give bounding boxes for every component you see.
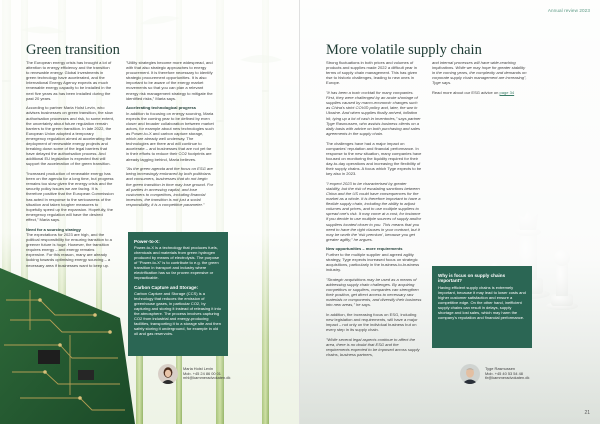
contact-info [183,367,230,382]
paragraph: Strong fluctuations in both prices and volumes of products and supplies made 2022 a difficult year in terms of supply chain management. This has given rise to historic challenges, leading to new ones in Europe. [326,60,418,86]
quote-paragraph: and internal processes will have wide-reaching implications. While we may hope for greater stability in the coming years, the complexity and demands on corporate supply chain management are increasing", Tyge says. [432,60,527,86]
paragraph: Further to the multiple supplier and agreed agility strategy, Tyge expects increased focus on strategic acquisitions, particularly in the business-to-business industry. [326,251,420,273]
factbox-power-to-x-ccs [128,232,228,356]
factbox-heading: Why is focus on supply chains important? [438,273,506,283]
read-more-text: Read more about our ESG advice on [432,90,500,96]
factbox-text: Carbon Capture and Storage (CCS) is a technology that reduces the emission of greenhouse gases, in particular CO2, by capturing and storing it instead of releasing it into the atmosphere. The process involves capturing CO2 from industrial and energy-producing facilities, transporting it to a storage site and then safely storing it underground, for example in old oil and gas reservoirs. [134,290,221,336]
contact-email[interactable]: mhl@kammeradvokaten.dk [183,375,231,381]
paragraph: According to partner Maria Holst Levin, who advises businesses on green transition, the slow authorisation processes and risk, to some extent, the uncertainty about future regulation remain barriers to the green transition. In late 2022, the European Union adopted a temporary emergency regulation aimed at accelerating the deployment of renewable energy projects and breaking down some of the legal barriers that have delayed the authorisation process. And additional EU legislation is expected that will support the acceleration of the green transition. [26,105,114,167]
quote-paragraph: "Strategic acquisitions may be used as a means of addressing supply chain challenges. By acquiring competitors or suppliers, companies can strengthen their position, get direct access to necessary raw materials or components, and diversify their business into new areas," he says. [326,276,422,308]
right-column-1 [326,60,422,362]
contact-name: Tyge Rasmussen [485,365,516,371]
paragraph: The expectations for 2023 are high, and the political responsibility for ensuring transition to a greener future is huge. However, the transition requires energy – and energy remains expensive. For this reason, many are already looking towards optimising energy sourcing – a necessary area if businesses want to keep up. [26,231,112,268]
left-column-2 [126,60,214,212]
paragraph: "Increased production of renewable energy has been on the agenda for a long time, but progress remains too slow given the energy crisis and the security policy issues we are facing. It is therefore positive that the European Commission has acted in response to the seriousness of the situation and taken tougher measures to hopefully speed up the expansion. Hopefully, the emergency regulation will have the desired effect," Maria says. [26,171,114,222]
left-column-1 [26,60,114,272]
contact-name: Maria Holst Levin [183,365,214,371]
factbox-text: Having efficient supply chains is extremely important, because it may lead to lower costs and higher customer satisfaction and ensure a competitive edge. On the other hand, inefficient supply chains can result in delays, supply shortage and lost sales, which may harm the company's reputation and financial performance. [438,285,526,320]
right-column-2 [432,60,528,100]
factbox-text: Power-to-X is a technology that produces fuels, chemicals and materials from green hydrogen produced by means of electrolysis. The purpose of "Power-to-X" is to contribute to e.g. the green transition in transport and industry where electrification has so far proven expensive or impracticable. [134,245,220,280]
subheading: New opportunities – more requirements [326,246,403,252]
factbox-heading: Carbon Capture and Storage: [134,284,199,290]
subheading: Accelerating technological progress [126,105,196,111]
avatar [158,364,178,384]
contact-card [460,364,529,384]
contact-card [158,364,230,384]
subheading: Need for a sourcing strategy [26,226,81,232]
paragraph: In addition to focusing on energy sourcing, Maria expects the coming year to be defined by even closer and broader collaboration between market actors, for example about new technologies such as Power-to-X and carbon capture storage, which are already well underway. The technologies are there and will continue to accelerate – and businesses that are not yet far in their efforts to reduce their CO2 footprints are already lagging behind, Maria believes. [126,110,214,162]
factbox-heading: Power-to-X: [134,239,160,244]
quote-paragraph: "It has been a toxic cocktail for many companies. First, they were challenged by an acute shortage of supplies caused by macro-economic changes such as China's strict COVID policy and, later, the war in Ukraine. And when supplies finally arrived, inflation hit, tying up a lot of cash in inventories," says partner Tyge Rasmussen, who assists business clients on a daily basis with advice on both purchasing and sales agreements in the supply chain. [326,90,421,136]
read-more-paragraph [432,90,528,95]
left-page-title: Green transition [26,42,120,58]
contact-mobile: Mob. +45 24 86 00 01 [183,370,221,376]
paragraph: In addition, the increasing focus on ESG, including new legislation and requirements, will have a major impact – not only on the individual business but on every step in its supply chain. [326,311,418,333]
page-link[interactable]: page 34 [499,90,515,96]
paragraph: "Utility strategies become more widespread, and with that also strategic approaches to energy procurement. It is therefore necessary to identify strategic procurement opportunities. It is also important to be aware of the energy market movements so that you can plan a relevant energy risk management strategy to mitigate the identified risks," Maria says. [126,60,213,101]
contact-info [485,367,529,382]
avatar [460,364,480,384]
right-page [300,0,600,424]
header-label: Annual review 2023 [547,8,590,13]
factbox-supply-chains [432,266,532,348]
right-page-title: More volatile supply chain [326,42,482,58]
quote-paragraph: "As the green agenda and the focus on ESG are being increasingly embraced by both politicians and consumers, businesses that do not begin the green transition in time may lose ground. For all parties in accessing capital, and lose customers to competitors, including financial investors, the transition is not just a social responsibility, it is a competitive parameter." [126,166,214,207]
quote-paragraph: "I expect 2023 to be characterised by greater stability, but the risk of escalating sanctions between China and the US could have consequences for the market as a whole. It is therefore important to have a flexible supply chain, including the ability to adjust volumes and prices, and to use multiple suppliers to spread one's risk. It may come at a cost, for instance if you decide to use multiple sources of supply and/or suppliers located closer to you. This means that you need to have the right clauses in your contract, but it may be worth the 'risk premium', because you get greater agility," he argues. [326,180,422,242]
contact-mobile: Mob. +45 40 53 54 48 [485,370,523,376]
quote-paragraph: "While several legal aspects continue to affect the area, there is no doubt that ESG and the requirements expected to be imposed across supply chains, business partners, [326,336,420,358]
contact-email[interactable]: tlr@kammeradvokaten.dk [485,375,530,381]
paragraph: The European energy crisis has brought a lot of attention to energy efficiency and the transition to renewable energy. Global investments in green technology have accelerated, and the International Energy Agency expects as much renewable energy capacity to be installed in the next five years as has been installed during the past 20 years. [26,60,112,101]
paragraph: The challenges have had a major impact on companies' reputation and financial performance. In response to the new situation, many companies have focused on monitoring the liquidity required for their day-to-day operations and increasing the flexibility of their supply chains. A focus which Tyge expects to be key also in 2023. [326,140,422,177]
page-number: 21 [584,410,590,416]
